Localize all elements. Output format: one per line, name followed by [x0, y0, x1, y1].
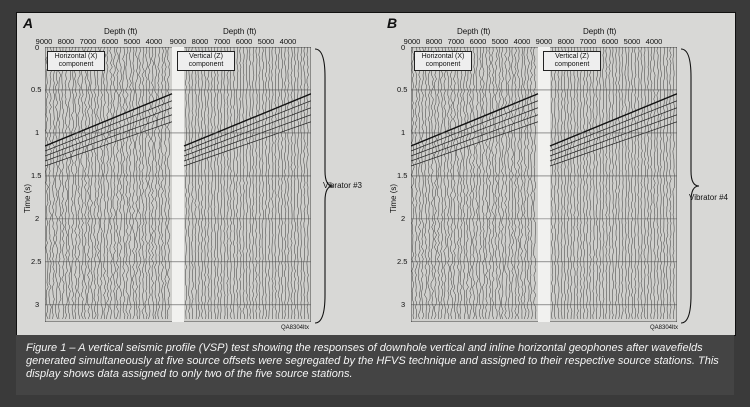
panel-b-vertical-component-label: Vertical (Z) component [543, 51, 601, 71]
time-tick: 1.5 [31, 171, 42, 180]
depth-tick: 4000 [645, 37, 663, 46]
time-tick: 0 [35, 43, 40, 52]
time-tick: 2.5 [397, 257, 408, 266]
time-tick: 0.5 [397, 85, 408, 94]
panel-a-depth-ticks-left [33, 37, 165, 46]
time-tick: 2 [35, 214, 40, 223]
time-tick: 1.5 [397, 171, 408, 180]
time-tick: 2.5 [31, 257, 42, 266]
panel-b-letter: B [387, 15, 398, 31]
depth-tick: 7000 [447, 37, 465, 46]
vibrator-3-label: Vibrator #3 [323, 181, 362, 190]
panel-a-depth-label-left: Depth (ft) [104, 27, 138, 36]
panel-a-letter: A [23, 15, 34, 31]
panel-b-depth-ticks-right [533, 37, 665, 46]
panel-b-time-label: Time (s) [389, 183, 398, 213]
time-tick: 2 [401, 214, 406, 223]
time-tick: 0.5 [31, 85, 42, 94]
vibrator-4-label: Vibrator #4 [689, 193, 728, 202]
panel-a-tag: QA8304ltx [281, 325, 310, 331]
depth-tick: 6000 [469, 37, 487, 46]
panel-b-depth-label-right: Depth (ft) [583, 27, 617, 36]
depth-tick: 5000 [123, 37, 141, 46]
depth-tick: 9000 [169, 37, 187, 46]
depth-tick: 9000 [403, 37, 421, 46]
section-gap [172, 47, 184, 322]
depth-tick: 5000 [257, 37, 275, 46]
panel-b-depth-label-left: Depth (ft) [457, 27, 491, 36]
depth-tick: 5000 [491, 37, 509, 46]
depth-tick: 8000 [191, 37, 209, 46]
depth-tick: 7000 [579, 37, 597, 46]
figure-caption: Figure 1 – A vertical seismic profile (VSP) test showing the responses of downhole vertical and inline horizontal geophones after wavefields generated simultaneously at five source offsets were segregated by the HFVS technique and assigned to their respective source stations. This display shows data assigned to only two of the five source stations. [16, 335, 734, 395]
time-tick: 1 [35, 128, 40, 137]
depth-tick: 4000 [513, 37, 531, 46]
depth-tick: 5000 [623, 37, 641, 46]
depth-tick: 4000 [145, 37, 163, 46]
depth-tick: 9000 [535, 37, 553, 46]
panel-a-seismic-traces [45, 47, 311, 322]
depth-tick: 6000 [101, 37, 119, 46]
panel-a-vertical-component-label: Vertical (Z) component [177, 51, 235, 71]
panel-a-horizontal-component-label: Horizontal (X) component [47, 51, 105, 71]
depth-tick: 4000 [279, 37, 297, 46]
panel-a-depth-ticks-right [167, 37, 299, 46]
panel-b-depth-ticks-left [401, 37, 533, 46]
depth-tick: 7000 [213, 37, 231, 46]
depth-tick: 9000 [35, 37, 53, 46]
panel-a-time-label: Time (s) [23, 183, 32, 213]
depth-tick: 8000 [557, 37, 575, 46]
panel-b-seismic-traces [411, 47, 677, 322]
time-tick: 3 [401, 300, 406, 309]
panel-b-tag: QA8304ltx [650, 325, 679, 331]
depth-tick: 6000 [601, 37, 619, 46]
depth-tick: 8000 [425, 37, 443, 46]
figure-panel [16, 12, 736, 336]
section-gap [538, 47, 550, 322]
panel-b-horizontal-component-label: Horizontal (X) component [414, 51, 472, 71]
time-tick: 3 [35, 300, 40, 309]
time-tick: 1 [401, 128, 406, 137]
panel-b-brace [679, 47, 701, 325]
time-tick: 0 [401, 43, 406, 52]
depth-tick: 6000 [235, 37, 253, 46]
depth-tick: 8000 [57, 37, 75, 46]
panel-a-depth-label-right: Depth (ft) [223, 27, 257, 36]
depth-tick: 7000 [79, 37, 97, 46]
